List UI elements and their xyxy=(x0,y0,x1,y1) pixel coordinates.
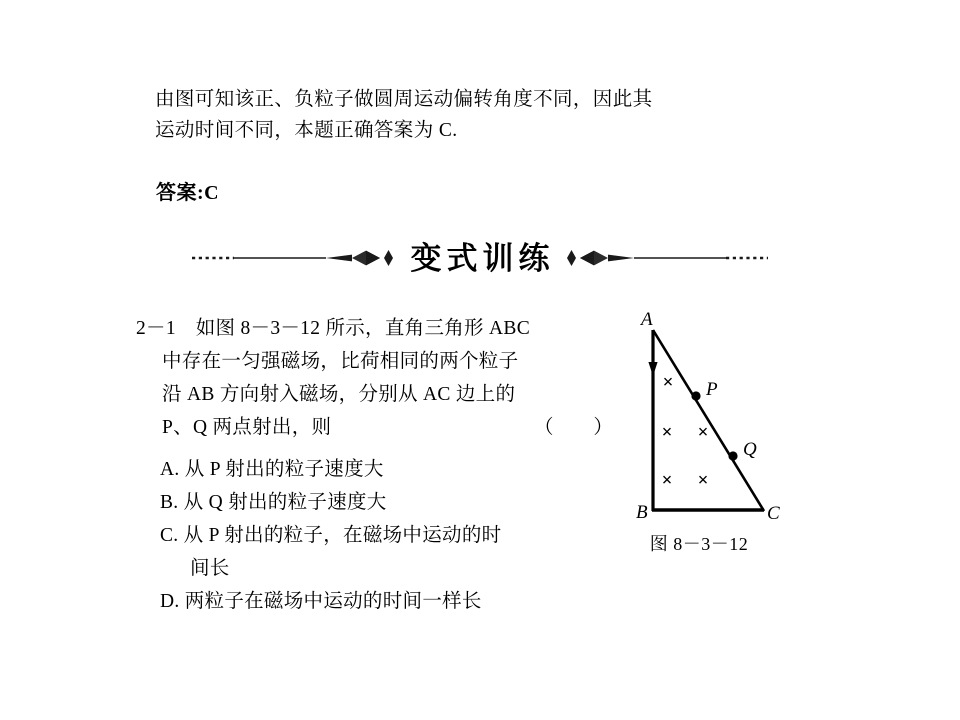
label-b: B xyxy=(636,502,648,523)
label-c: C xyxy=(767,503,780,524)
downward-velocity-arrow-icon xyxy=(648,332,657,376)
label-p: P xyxy=(706,379,718,400)
question-line-1: 2－1 如图 8－3－12 所示，直角三角形 ABC xyxy=(136,318,531,339)
solution-line-1: 由图可知该正、负粒子做圆周运动偏转角度不同，因此其 xyxy=(155,89,653,110)
option-c[interactable]: C. 从 P 射出的粒子，在磁场中运动的时 xyxy=(160,525,502,546)
options-block xyxy=(160,453,630,618)
answer-brackets[interactable]: （ ） xyxy=(534,417,614,438)
field-mark-1: × xyxy=(662,372,674,393)
question-block xyxy=(136,312,626,444)
field-mark-2: × xyxy=(661,422,673,443)
option-c-continued: 间长 xyxy=(190,558,230,579)
field-mark-4: × xyxy=(661,470,673,491)
answer-label: 答案:C xyxy=(156,182,220,204)
question-line-3: 沿 AB 方向射入磁场，分别从 AC 边上的 xyxy=(162,384,516,405)
question-line-2: 中存在一匀强磁场，比荷相同的两个粒子 xyxy=(162,351,519,372)
option-a[interactable]: A. 从 P 射出的粒子速度大 xyxy=(160,459,384,480)
section-title: 变式训练 xyxy=(410,241,555,277)
solution-line-2: 运动时间不同，本题正确答案为 C. xyxy=(155,120,458,141)
option-d[interactable]: D. 两粒子在磁场中运动的时间一样长 xyxy=(160,591,482,612)
label-a: A xyxy=(641,309,653,330)
solution-paragraph xyxy=(155,84,795,146)
physics-figure xyxy=(614,306,814,561)
field-marks-group xyxy=(662,372,709,491)
triangle-magnetic-field-diagram xyxy=(614,306,814,536)
field-mark-3: × xyxy=(697,422,709,443)
question-line-4: P、Q 两点射出，则 xyxy=(162,417,332,438)
label-q: Q xyxy=(743,439,757,460)
field-mark-5: × xyxy=(697,470,709,491)
point-q-marker xyxy=(728,451,737,460)
figure-caption: 图 8－3－12 xyxy=(649,534,749,554)
option-b[interactable]: B. 从 Q 射出的粒子速度大 xyxy=(160,492,387,513)
point-p-marker xyxy=(691,391,700,400)
